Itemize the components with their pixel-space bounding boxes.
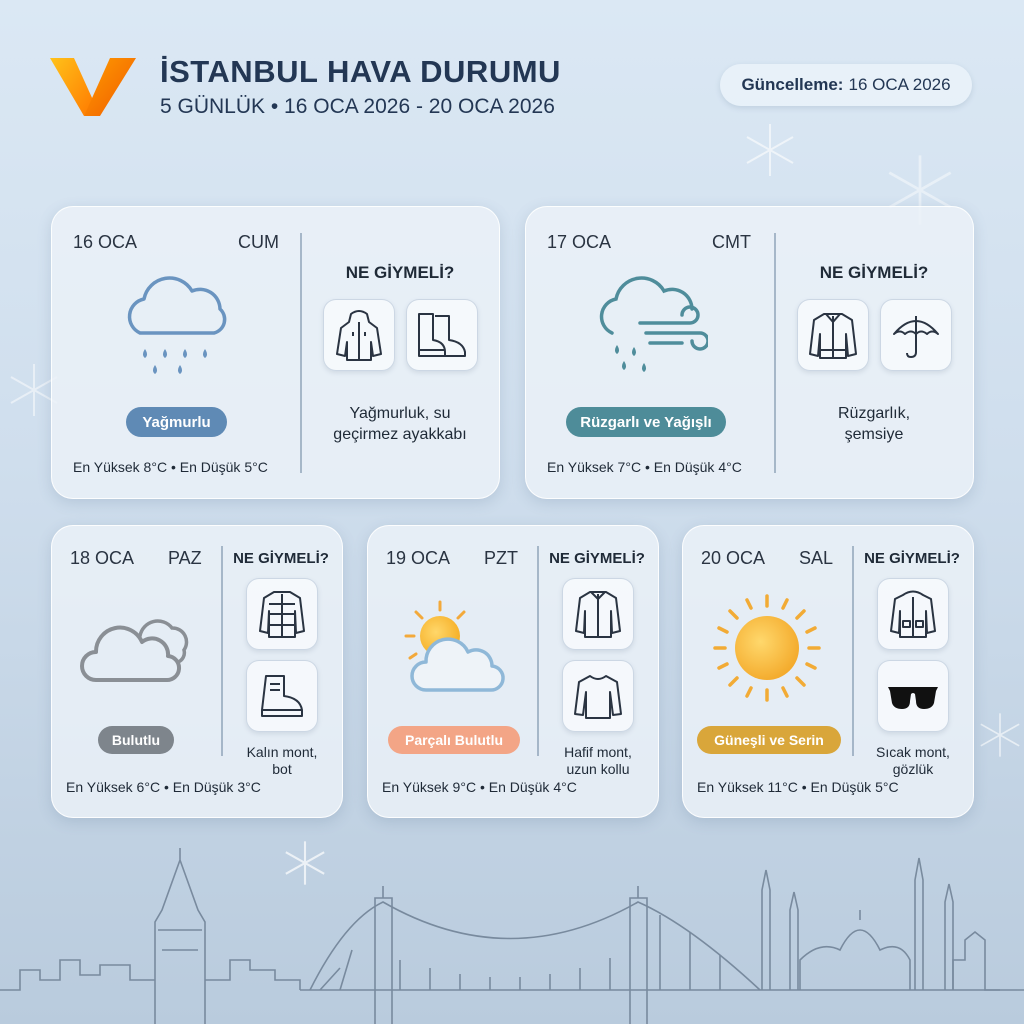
windbreaker-item	[797, 299, 869, 371]
day-date: 20 OCA	[701, 548, 766, 568]
what-to-wear-heading: NE GİYMELİ?	[819, 263, 929, 282]
day-card-19-oca	[367, 525, 659, 818]
cloud-icon	[80, 606, 192, 686]
day-card-17-oca	[525, 206, 974, 499]
what-to-wear-heading: NE GİYMELİ?	[233, 550, 329, 567]
card-divider	[221, 546, 223, 756]
windbreaker-icon	[808, 310, 858, 360]
light-jacket-icon	[574, 589, 622, 639]
day-date: 18 OCA	[70, 548, 135, 568]
wear-line-2: uzun kollu	[566, 761, 630, 777]
day-card-16-oca	[51, 206, 500, 499]
day-of-week: SAL	[799, 548, 834, 568]
card-divider	[537, 546, 539, 756]
update-date: 16 OCA 2026	[848, 75, 951, 94]
day-of-week: PAZ	[168, 548, 202, 568]
rain-boots-item	[406, 299, 478, 371]
temperature-range: En Yüksek 9°C • En Düşük 4°C	[382, 779, 577, 795]
update-label: Güncelleme:	[741, 75, 844, 94]
warm-coat-item	[877, 578, 949, 650]
day-of-week: CMT	[712, 232, 751, 252]
wear-line-2: bot	[272, 761, 292, 777]
partly-cloudy-icon	[396, 598, 506, 694]
wear-suggestion	[853, 744, 973, 778]
boot-icon	[258, 672, 306, 720]
day-date: 17 OCA	[547, 232, 612, 252]
day-card-18-oca	[51, 525, 343, 818]
update-badge	[720, 64, 972, 106]
long-sleeve-icon	[573, 672, 623, 720]
temperature-range: En Yüksek 6°C • En Düşük 3°C	[66, 779, 261, 795]
day-of-week: PZT	[484, 548, 518, 568]
warm-coat-icon	[889, 589, 937, 639]
day-of-week: CUM	[238, 232, 279, 252]
rain-cloud-icon	[122, 275, 232, 383]
boot-item	[246, 660, 318, 732]
page-title: İSTANBUL HAVA DURUMU	[160, 54, 561, 89]
wear-suggestion	[222, 744, 342, 778]
light-jacket-item	[562, 578, 634, 650]
wear-suggestion	[310, 403, 490, 445]
wear-suggestion	[784, 403, 964, 445]
wear-line-2: gözlük	[892, 761, 934, 777]
snowflake-icon	[975, 710, 1024, 760]
raincoat-item	[323, 299, 395, 371]
day-date: 19 OCA	[386, 548, 451, 568]
page-subtitle: 5 GÜNLÜK • 16 OCA 2026 - 20 OCA 2026	[160, 95, 555, 118]
wear-line-2: şemsiye	[844, 426, 904, 443]
temperature-range: En Yüksek 7°C • En Düşük 4°C	[547, 459, 742, 475]
wind-rain-cloud-icon	[594, 275, 708, 383]
what-to-wear-heading: NE GİYMELİ?	[345, 263, 455, 282]
temperature-range: En Yüksek 11°C • En Düşük 5°C	[697, 779, 899, 795]
long-sleeve-item	[562, 660, 634, 732]
condition-badge: Bulutlu	[98, 726, 174, 754]
condition-badge: Parçalı Bulutlu	[388, 726, 520, 754]
sun-icon	[711, 592, 823, 704]
temperature-range: En Yüksek 8°C • En Düşük 5°C	[73, 459, 268, 475]
wear-line-1: Yağmurluk, su	[349, 405, 451, 422]
what-to-wear-heading: NE GİYMELİ?	[864, 550, 960, 567]
wear-line-1: Hafif mont,	[564, 744, 632, 760]
wear-line-1: Kalın mont,	[246, 744, 318, 760]
day-date: 16 OCA	[73, 232, 138, 252]
sunglasses-item	[877, 660, 949, 732]
wear-suggestion	[538, 744, 658, 778]
what-to-wear-heading: NE GİYMELİ?	[549, 550, 645, 567]
umbrella-item	[880, 299, 952, 371]
wear-line-1: Sıcak mont,	[876, 744, 950, 760]
condition-badge: Güneşli ve Serin	[697, 726, 841, 754]
wear-line-2: geçirmez ayakkabı	[333, 426, 467, 443]
rain-boots-icon	[415, 310, 469, 360]
day-card-20-oca	[682, 525, 974, 818]
wear-line-1: Rüzgarlık,	[837, 405, 911, 422]
snowflake-icon	[740, 120, 800, 180]
sunglasses-icon	[886, 681, 940, 711]
condition-badge: Yağmurlu	[126, 407, 227, 437]
card-divider	[852, 546, 854, 756]
raincoat-icon	[335, 308, 383, 362]
puffer-jacket-icon	[258, 589, 306, 639]
istanbul-skyline-illustration	[0, 840, 1024, 1024]
condition-badge: Rüzgarlı ve Yağışlı	[566, 407, 726, 437]
brand-logo	[48, 52, 138, 118]
card-divider	[774, 233, 776, 473]
card-divider	[300, 233, 302, 473]
umbrella-icon	[891, 310, 941, 360]
puffer-jacket-item	[246, 578, 318, 650]
